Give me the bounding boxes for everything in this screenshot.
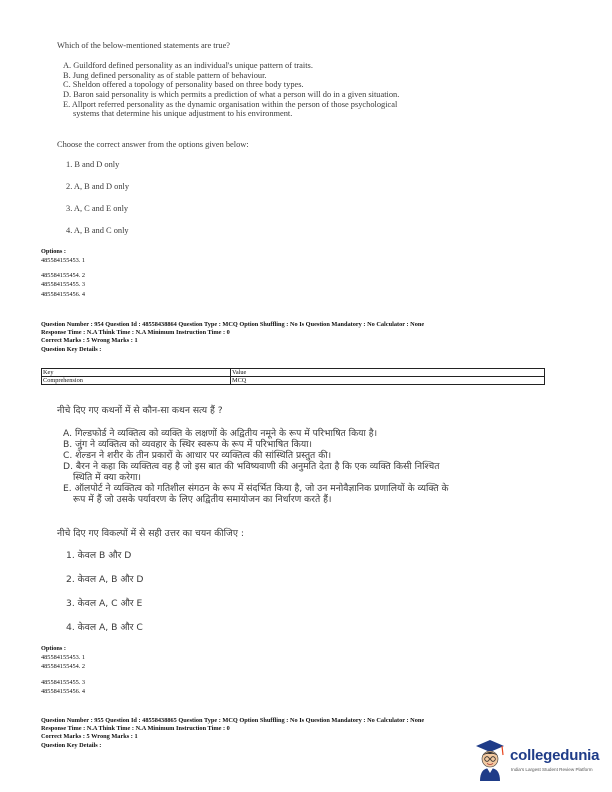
- choice-en: 1. B and D only: [66, 160, 120, 169]
- choice-en: 2. A, B and D only: [66, 182, 130, 191]
- question-key-table: [41, 368, 545, 385]
- question-meta-line: Response Time : N.A Think Time : N.A Minimum Instruction Time : 0: [41, 329, 230, 337]
- statement-hi: रूप में हैं जो उसके पर्यावरण के लिए अद्वितीय समायोजन का निर्धारण करते हैं।: [73, 494, 332, 506]
- option-id: 485584155454. 2: [41, 663, 86, 670]
- choice-hi: 2. केवल A, B और D: [66, 574, 144, 585]
- statement-hi: D. बैरन ने कहा कि व्यक्तित्व वह है जो इस बात की भविष्यवाणी की अनुमति देता है कि एक व्यक्ति किसी निश्चित: [63, 461, 440, 473]
- option-id: 485584155456. 4: [41, 688, 86, 695]
- choice-en: 3. A, C and E only: [66, 204, 129, 213]
- statement-hi: B. जुंग ने व्यक्तित्व को व्यवहार के स्थिर स्वरूप के रूप में परिभाषित किया।: [63, 439, 313, 451]
- statement-en: A. Guildford defined personality as an individual's unique pattern of traits.: [63, 61, 313, 70]
- collegedunia-watermark: [472, 735, 604, 787]
- question-meta-line: Question Key Details :: [41, 741, 102, 749]
- option-id: 485584155454. 2: [41, 272, 86, 279]
- statement-en: systems that determine his unique adjustment to his environment.: [73, 109, 293, 119]
- table-cell: MCQ: [231, 377, 545, 385]
- question-meta: [41, 717, 424, 750]
- choice-hi: 3. केवल A, C और E: [66, 598, 143, 609]
- question-text-en: Which of the below-mentioned statements are true?: [57, 41, 231, 50]
- question-meta-line: Correct Marks : 5 Wrong Marks : 1: [41, 337, 138, 345]
- statement-en: C. Sheldon offered a topology of personality based on three body types.: [63, 80, 304, 90]
- statement-list-en: [63, 61, 399, 119]
- question-meta-line: Correct Marks : 5 Wrong Marks : 1: [41, 733, 138, 741]
- instruction-en: Choose the correct answer from the options given below:: [57, 140, 249, 149]
- table-row: [42, 377, 545, 385]
- table-header-cell: Value: [231, 369, 545, 377]
- choice-hi: 1. केवल B और D: [66, 550, 132, 561]
- question-meta-line: Question Number : 954 Question Id : 48558438864 Question Type : MCQ Option Shuffling : No Is Question Mandatory : No Calculator : None: [41, 321, 425, 328]
- table-header-cell: Key: [42, 369, 231, 377]
- statement-hi: स्थिति में क्या करेगा।: [73, 472, 141, 484]
- statement-en: B. Jung defined personality as of stable pattern of behaviour.: [63, 70, 267, 80]
- question-text-hi: नीचे दिए गए कथनों में से कौन-सा कथन सत्य हैं ?: [57, 405, 223, 416]
- instruction-hi: नीचे दिए गए विकल्पों में से सही उत्तर का चयन कीजिए :: [57, 528, 244, 539]
- choice-en: 4. A, B and C only: [66, 226, 129, 235]
- table-row: [42, 369, 545, 377]
- option-id: 485584155455. 3: [41, 679, 86, 686]
- options-label: Options :: [41, 645, 67, 652]
- question-meta-line: Question Key Details :: [41, 345, 102, 353]
- statement-en: E. Allport referred personality as the dynamic organisation within the person of those psychological: [63, 99, 398, 109]
- brand-name: collegedunia: [510, 747, 600, 764]
- statement-en: D. Baron said personality is which permits a prediction of what a person will do in a given situation.: [63, 89, 400, 99]
- question-meta: [41, 321, 424, 354]
- option-id: 485584155453. 1: [41, 257, 86, 264]
- option-id: 485584155456. 4: [41, 291, 86, 298]
- option-id: 485584155455. 3: [41, 281, 86, 288]
- option-id: 485584155453. 1: [41, 654, 86, 661]
- question-meta-line: Question Number : 955 Question Id : 48558438865 Question Type : MCQ Option Shuffling : No Is Question Mandatory : No Calculator : None: [41, 717, 425, 724]
- choice-hi: 4. केवल A, B और C: [66, 622, 143, 633]
- student-mascot-icon: [472, 737, 508, 781]
- table-cell: Comprehension: [42, 377, 231, 385]
- brand-tagline: India's Largest Student Review Platform: [511, 767, 593, 772]
- statement-hi: A. गिल्डफोर्ड ने व्यक्तित्व को व्यक्ति के लक्षणों के अद्वितीय नमूने के रूप में परिभाषित किया है।: [63, 428, 378, 439]
- question-meta-line: Response Time : N.A Think Time : N.A Minimum Instruction Time : 0: [41, 725, 230, 733]
- statement-list-hi: [63, 428, 543, 505]
- statement-hi: E. ऑलपोर्ट ने व्यक्तित्व को गतिशील संगठन के रूप में संदर्भित किया है, जो उन मनोवैज्ञानिक प्रणालियों के व्यक्ति के: [63, 483, 449, 495]
- options-label: Options :: [41, 248, 67, 255]
- statement-hi: C. शेल्डन ने शरीर के तीन प्रकारों के आधार पर व्यक्तित्व की सांस्थिति प्रस्तुत की।: [63, 450, 332, 462]
